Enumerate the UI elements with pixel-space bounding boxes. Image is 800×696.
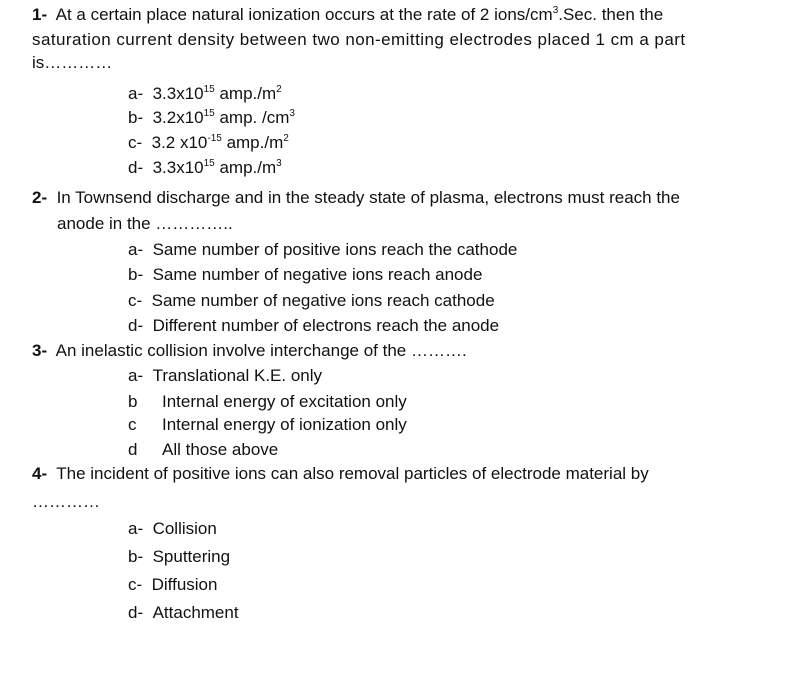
- q2-option-c: c- Same number of negative ions reach cathode: [128, 291, 495, 310]
- q4-option-b: b- Sputtering: [128, 547, 231, 566]
- q3-option-a: a- Translational K.E. only: [128, 366, 323, 385]
- q2-option-b: b- Same number of negative ions reach anode: [128, 265, 483, 284]
- question-text: saturation current density between two non-emitting electrodes placed 1 cm a part: [32, 30, 686, 49]
- question-number: 1-: [32, 5, 48, 24]
- question-2-line-1: [32, 188, 680, 208]
- question-1-line-1: 1- At a certain place natural ionization occurs at the rate of 2 ions/$cm^3.Sec$. then the: [32, 5, 664, 24]
- q1-option-b: b- $3.2x10^{15}$ amp. $/cm^3$: [128, 108, 295, 127]
- question-text: In Townsend discharge and in the steady state of plasma, electrons must reach the: [56, 188, 680, 207]
- question-text: The incident of positive ions can also removal particles of electrode material by: [56, 464, 649, 483]
- question-4-line-2: [32, 492, 100, 512]
- q4-option-d: d- Attachment: [128, 603, 239, 622]
- question-text: …………: [32, 492, 100, 511]
- question-2-line-2: [57, 214, 233, 234]
- question-text: An inelastic collision involve interchange of the ……….: [55, 341, 467, 360]
- q1-option-d: d- $3.3x10^{15}$ $amp./m^3$: [128, 158, 282, 177]
- question-text: is…………: [32, 53, 113, 72]
- question-number: 2-: [32, 188, 48, 207]
- q1-option-a: a- $3.3x10^{15}$ $amp./m^2$: [128, 84, 282, 103]
- q2-option-d: d- Different number of electrons reach the anode: [128, 316, 500, 335]
- q2-option-a: a- Same number of positive ions reach the cathode: [128, 240, 518, 259]
- q3-option-b: b Internal energy of excitation only: [128, 392, 407, 411]
- question-3-line-1: [32, 341, 467, 361]
- q1-option-c: c- 3.2 $x10^{-15}$ $amp./m^2$: [128, 133, 289, 152]
- q4-option-a: a- Collision: [128, 519, 217, 538]
- question-1-line-2: [32, 30, 686, 50]
- question-number: 3-: [32, 341, 48, 360]
- question-text: anode in the …………..: [57, 214, 233, 233]
- question-4-line-1: [32, 464, 649, 484]
- question-number: 4-: [32, 464, 48, 483]
- question-1-line-3: [32, 53, 112, 73]
- q3-option-c: c Internal energy of ionization only: [128, 415, 407, 434]
- q3-option-d: d All those above: [128, 440, 279, 459]
- question-text: At a certain place natural ionization occurs at the rate of 2 ions/cm: [55, 5, 553, 24]
- q4-option-c: c- Diffusion: [128, 575, 218, 594]
